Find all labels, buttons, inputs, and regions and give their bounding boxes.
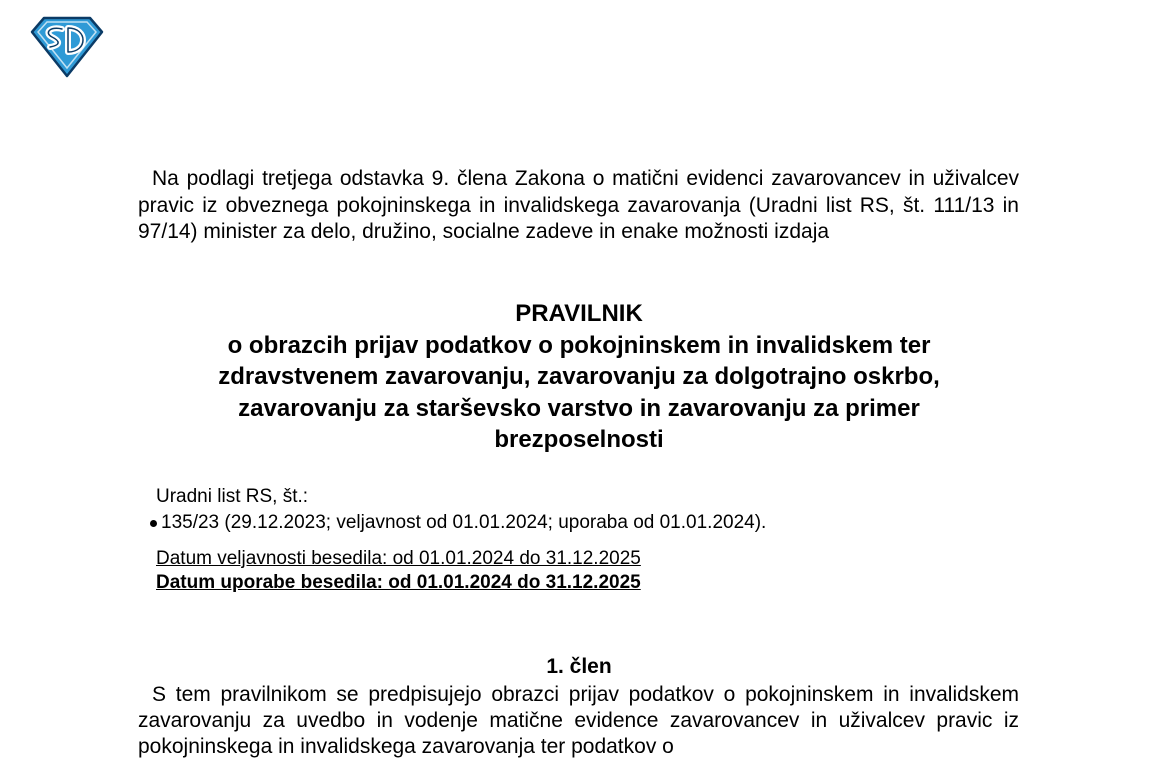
page-title: PRAVILNIK	[515, 300, 643, 327]
list-item	[150, 510, 1016, 536]
gazette-label: Uradni list RS, št.:	[156, 486, 309, 507]
intro-paragraph: Na podlagi tretjega odstavka 9. člena Zakona o matični evidenci zavarovancev in uživalcev pravic iz obveznega pokojninskega in invalidskega zavarovanja (Uradni list RS, št. 111/13 in 97/14) minister za delo, družino, socialne zadeve in enake možnosti izdaja	[138, 167, 1019, 243]
sd-shield-logo-icon	[30, 16, 104, 78]
gazette-entry: 135/23 (29.12.2023; veljavnost od 01.01.2024; uporaba od 01.01.2024).	[161, 512, 767, 533]
validity-dates	[156, 547, 641, 595]
gazette-references	[156, 484, 1016, 536]
bullet-icon	[150, 520, 157, 527]
article-paragraph: S tem pravilnikom se predpisujejo obrazci prijav podatkov o pokojninskem in invalidskem zavarovanju za uvedbo in vodenje matične evidence zavarovancev in uživalcev pravic iz pokojninskega in invalidskega zavarovanja ter podatkov o	[138, 683, 1019, 758]
article-heading: 1. člen	[546, 655, 612, 678]
validity-date-text: Datum veljavnosti besedila: od 01.01.2024 do 31.12.2025	[156, 548, 641, 569]
page-subtitle: o obrazcih prijav podatkov o pokojninskem in invalidskem ter zdravstvenem zavarovanju, zavarovanju za dolgotrajno oskrbo, zavarovanju za starševsko varstvo in zavarovanju za primer brezposelnosti	[218, 331, 940, 453]
regulation-title	[138, 298, 1020, 456]
use-date-text: Datum uporabe besedila: od 01.01.2024 do 31.12.2025	[156, 572, 641, 593]
